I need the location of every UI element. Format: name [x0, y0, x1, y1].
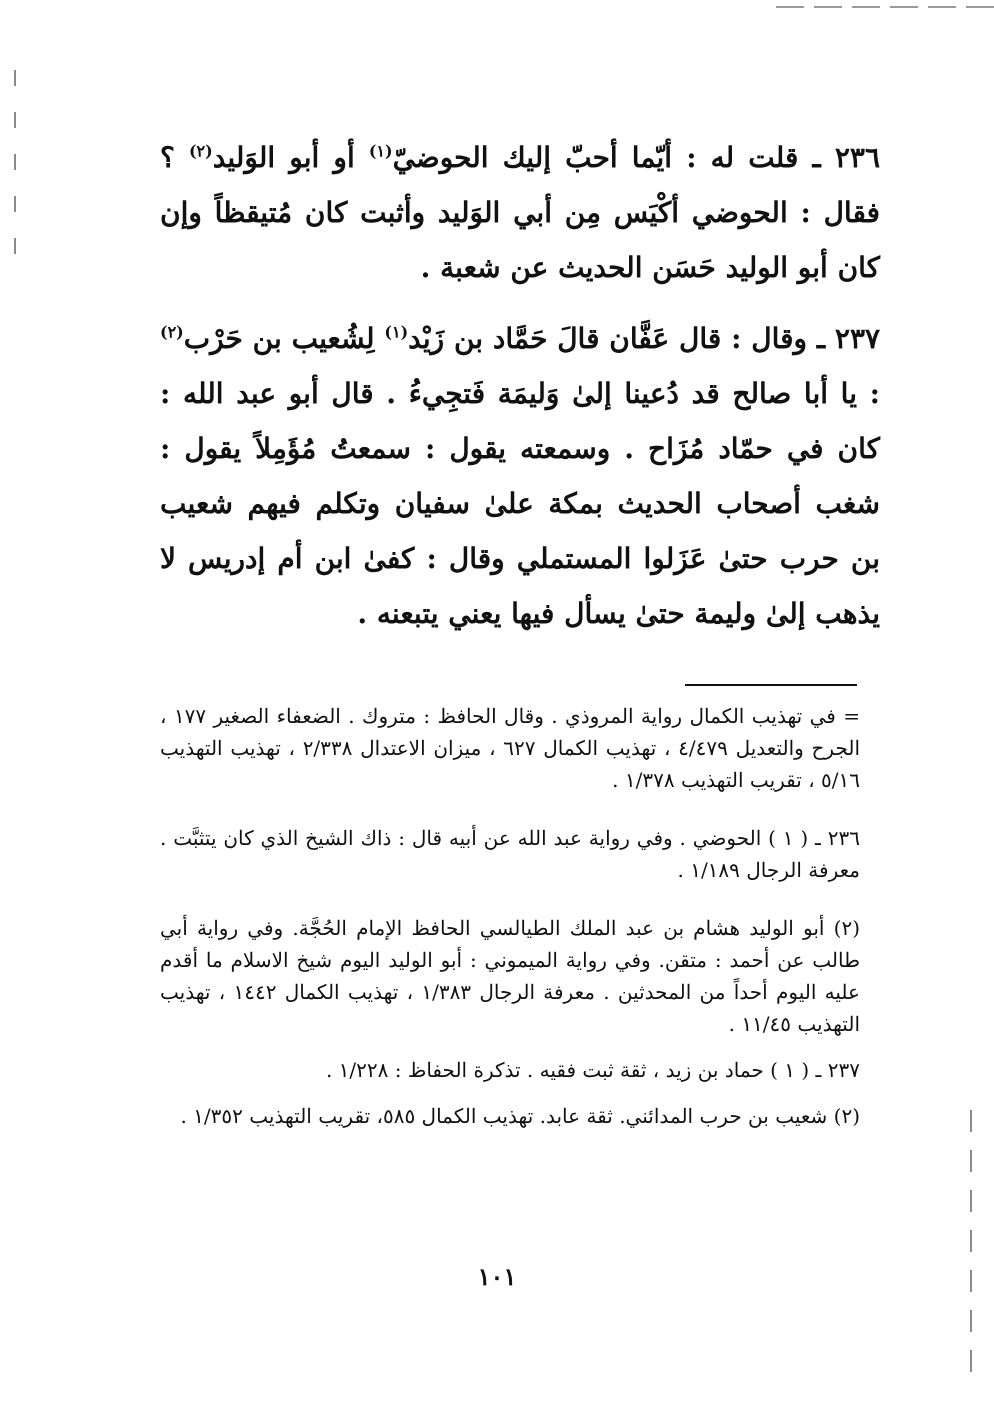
footnote-236-1: ٢٣٦ ـ ( ١ ) الحوضي . وفي رواية عبد الله عن أبيه قال : ذاك الشيخ الذي كان يتثبَّت . معرفة الرجال ١/١٨٩ .	[160, 826, 860, 882]
scan-edge-right	[970, 1110, 972, 1410]
footnotes	[160, 700, 860, 1146]
paragraph-text: ـ قلت له : أيّما أحبّ إليك الحوضيّ	[392, 141, 821, 174]
paragraph-number: ٢٣٧	[834, 322, 881, 355]
paragraph-236	[160, 130, 880, 295]
page-number: ١٠١	[477, 1262, 517, 1291]
footnote-separator	[685, 684, 857, 686]
paragraph-text: ؟ فقال : الحوضي أكْيَس مِن أبي الوَليد وأثبت كان مُتيقظاً وإن كان أبو الوليد حَسَن الحديث عن شعبة .	[160, 141, 880, 284]
footnote-ref: (٢)	[160, 322, 184, 342]
scan-edge-left	[14, 70, 16, 280]
footnote-ref: (١)	[384, 322, 409, 342]
main-text	[160, 130, 880, 657]
footnote-237-2: (٢) شعيب بن حرب المدائني. ثقة عابد. تهذيب الكمال ٥٨٥، تقريب التهذيب ١/٣٥٢ .	[180, 1104, 860, 1128]
paragraph-text: لِشُعيب بن حَرْب	[183, 322, 385, 355]
paragraph-text: ـ وقال : قال عَفَّان قالَ حَمَّاد بن زَيْد	[408, 322, 826, 355]
footnote-236-2: (٢) أبو الوليد هشام بن عبد الملك الطيالسي الحافظ الإمام الحُجَّة. وفي رواية أبي طالب عن أحمد : متقن. وفي رواية الميموني : أبو الوليد اليوم شيخ الاسلام ما أقدم عليه اليوم أحداً من المحدثين . معرفة الرجال ١/٣٨٣ ، تهذيب الكمال ١٤٤٢ ، تهذيب التهذيب ١١/٤٥ .	[160, 916, 860, 1036]
footnote-ref: (١)	[368, 141, 393, 161]
footnote-continuation: = في تهذيب الكمال رواية المروذي . وقال الحافظ : متروك . الضعفاء الصغير ١٧٧ ، الجرح والتعديل ٤/٤٧٩ ، تهذيب الكمال ٦٢٧ ، ميزان الاعتدال ٢/٣٣٨ ، تهذيب التهذيب ٥/١٦ ، تقريب التهذيب ١/٣٧٨ .	[160, 704, 861, 792]
paragraph-text: أو أبو الوَليد	[212, 141, 369, 174]
paragraph-number: ٢٣٦	[834, 141, 880, 174]
paragraph-237	[160, 311, 880, 641]
paragraph-text: : يا أبا صالح قد دُعينا إلىٰ وَليمَة فَتجِيءُ . قال أبو عبد الله : كان في حمّاد مُزَاح . وسمعته يقول : سمعتُ مُؤَمِلاً يقول : شغب أصحاب الحديث بمكة علىٰ سفيان وتكلم فيهم شعيب بن حرب حتىٰ عَزَلوا المستملي وقال : كفىٰ ابن أم إدريس لا يذهب إلىٰ وليمة حتىٰ يسأل فيها يعني يتبعنه .	[160, 377, 880, 630]
footnote-ref: (٢)	[188, 141, 213, 161]
scan-edge-dashes	[754, 6, 994, 10]
footnote-237-1: ٢٣٧ ـ ( ١ ) حماد بن زيد ، ثقة ثبت فقيه . تذكرة الحفاظ : ١/٢٢٨ .	[325, 1058, 860, 1082]
